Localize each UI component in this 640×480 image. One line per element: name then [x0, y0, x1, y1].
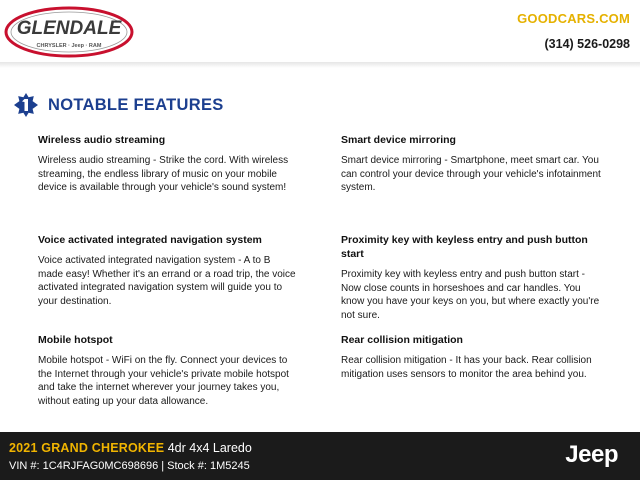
vehicle-footer: [0, 432, 640, 480]
header-divider: [0, 62, 640, 68]
vehicle-trim: 4dr 4x4 Laredo: [167, 441, 252, 455]
feature-description: Voice activated integrated navigation system - A to B made easy! Whether it's an errand or a road trip, the voice activated integrated navigation system will guide you to your destination.: [38, 255, 296, 307]
dealer-name: GLENDALE: [16, 18, 122, 39]
feature-title: Proximity key with keyless entry and push button start: [341, 234, 588, 260]
jeep-logo: Jeep: [565, 441, 618, 468]
badge-icon: [14, 93, 38, 117]
dealer-website-link[interactable]: GOODCARS.COM: [517, 11, 630, 26]
dealer-phone-link[interactable]: (314) 526-0298: [544, 37, 630, 51]
feature-mobile-hotspot: [38, 333, 298, 408]
vin-stock-line: VIN #: 1C4RJFAG0MC698696 | Stock #: 1M5245: [9, 460, 250, 472]
feature-voice-navigation: [38, 233, 298, 308]
section-title: NOTABLE FEATURES: [48, 95, 224, 114]
feature-title: Mobile hotspot: [38, 334, 113, 346]
page-header: [0, 0, 640, 64]
brand-strip: CHRYSLER · Jeep · RAM: [36, 43, 102, 49]
feature-title: Wireless audio streaming: [38, 134, 166, 146]
feature-title: Smart device mirroring: [341, 134, 456, 146]
feature-description: Mobile hotspot - WiFi on the fly. Connect your devices to the Internet through your vehicle's private mobile hotspot and take the internet wherever your journey takes you, without eating up your data allowance.: [38, 355, 289, 407]
feature-wireless-audio: [38, 133, 298, 195]
feature-description: Proximity key with keyless entry and push button start - Now close counts in horseshoes and car handles. You know you have your keys on you, but where exactly you're not sure.: [341, 269, 600, 321]
feature-proximity-key: [341, 233, 601, 322]
feature-description: Smart device mirroring - Smartphone, meet smart car. You can control your device through your vehicle's infotainment system.: [341, 155, 601, 193]
feature-smart-device-mirroring: [341, 133, 601, 195]
vehicle-model: [9, 441, 252, 455]
feature-description: Rear collision mitigation - It has your back. Rear collision mitigation uses sensors to monitor the area behind you.: [341, 355, 592, 380]
section-heading: [14, 93, 224, 117]
vehicle-year-model: 2021 GRAND CHEROKEE: [9, 441, 165, 455]
dealer-logo[interactable]: [4, 6, 134, 58]
feature-title: Voice activated integrated navigation system: [38, 234, 262, 246]
feature-description: Wireless audio streaming - Strike the cord. With wireless streaming, the endless library of music on your mobile device is available through your vehicle's sound system!: [38, 155, 289, 193]
feature-title: Rear collision mitigation: [341, 334, 463, 346]
feature-rear-collision-mitigation: [341, 333, 601, 381]
